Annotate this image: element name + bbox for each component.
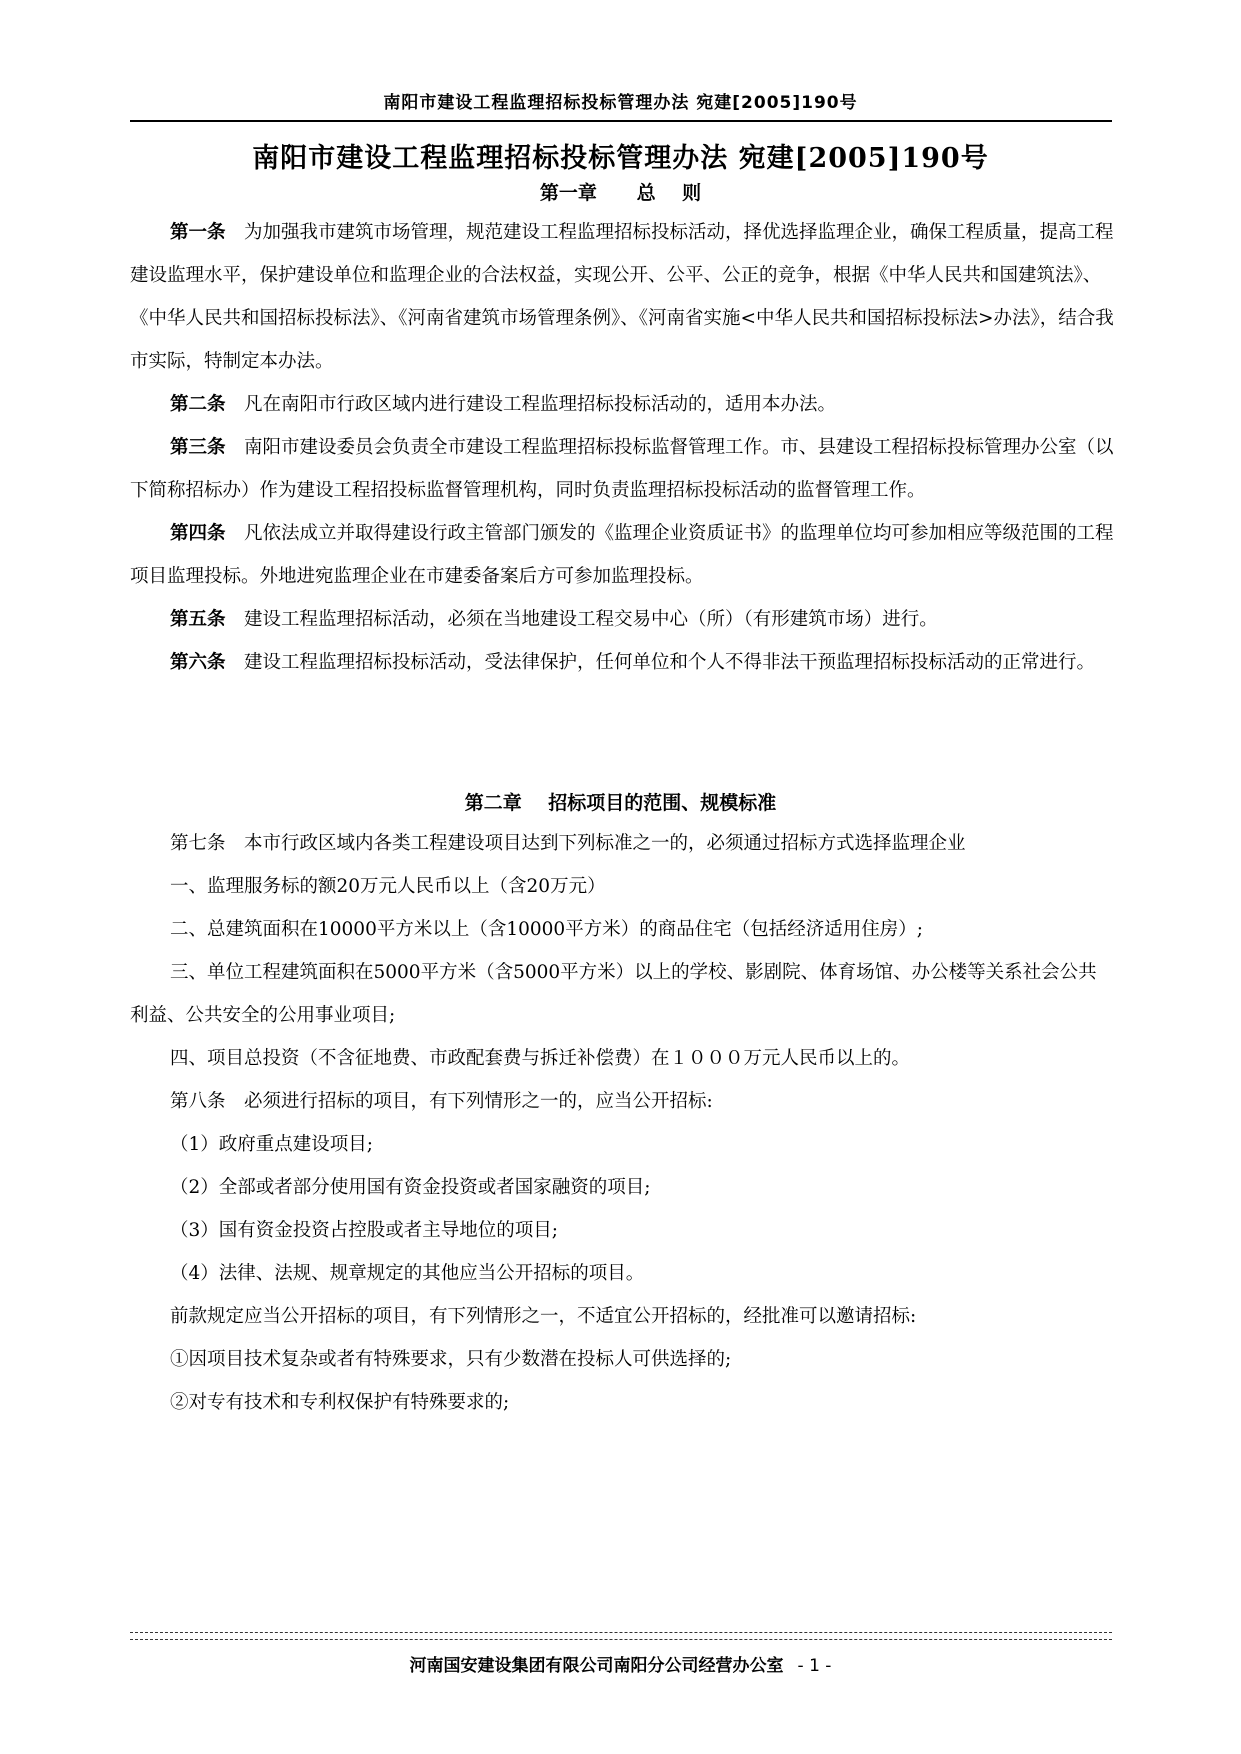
clause-line: （3）国有资金投资占控股或者主导地位的项目; [170, 1220, 559, 1241]
article-text: 建设工程监理招标投标活动，受法律保护，任何单位和个人不得非法干预监理招标投标活动的正常进行。 [225, 652, 1096, 673]
document-title: 南阳市建设工程监理招标投标管理办法 宛建[2005]190号 [252, 143, 989, 174]
clause-line: 第八条 必须进行招标的项目，有下列情形之一的，应当公开招标: [170, 1091, 713, 1112]
article-3 [130, 426, 1115, 512]
footer-rule [130, 1632, 1112, 1640]
clause-line: 三、单位工程建筑面积在5000平方米（含5000平方米）以上的学校、影剧院、体育场馆、办公楼等关系社会公共利益、公共安全的公用事业项目; [130, 962, 1097, 1026]
clause-line: （1）政府重点建设项目; [170, 1134, 374, 1155]
article-text: 为加强我市建筑市场管理，规范建设工程监理招标投标活动，择优选择监理企业，确保工程质量，提高工程建设监理水平，保护建设单位和监理企业的合法权益，实现公开、公平、公正的竞争，根据《中华人民共和国建筑法》、《中华人民共和国招标投标法》、《河南省建筑市场管理条例》、《河南省实施<中华人民共和国招标投标法>办法》，结合我市实际，特制定本办法。 [130, 222, 1114, 372]
article-lead: 第四条 [170, 523, 226, 544]
clause-line: ①因项目技术复杂或者有特殊要求，只有少数潜在投标人可供选择的; [170, 1349, 732, 1370]
running-header [0, 88, 1241, 113]
chapter-2-body [130, 822, 1115, 1424]
article-text: 建设工程监理招标活动，必须在当地建设工程交易中心（所）（有形建筑市场）进行。 [225, 609, 938, 630]
clause-line: （4）法律、法规、规章规定的其他应当公开招标的项目。 [170, 1263, 645, 1284]
page-number: - 1 - [797, 1656, 832, 1676]
article-5 [130, 598, 1115, 641]
article-6 [130, 641, 1115, 684]
page-footer [0, 1651, 1241, 1676]
clause-line: ②对专有技术和专利权保护有特殊要求的; [170, 1392, 510, 1413]
article-lead: 第五条 [170, 609, 226, 630]
article-lead: 第一条 [170, 222, 226, 243]
clause-line: （2）全部或者部分使用国有资金投资或者国家融资的项目; [170, 1177, 651, 1198]
article-lead: 第六条 [170, 652, 226, 673]
chapter-2-heading: 第二章 招标项目的范围、规模标准 [464, 792, 777, 814]
article-lead: 第二条 [170, 394, 226, 415]
footer-organization: 河南国安建设集团有限公司南阳分公司经营办公室 [409, 1656, 784, 1676]
article-4 [130, 512, 1115, 598]
header-rule [130, 120, 1112, 122]
chapter-1-heading: 第一章 总 则 [539, 182, 702, 204]
article-2 [130, 383, 1115, 426]
clause-line: 二、总建筑面积在10000平方米以上（含10000平方米）的商品住宅（包括经济适用住房）; [170, 919, 923, 940]
clause-line: 第七条 本市行政区域内各类工程建设项目达到下列标准之一的，必须通过招标方式选择监理企业 [170, 833, 966, 854]
running-header-text: 南阳市建设工程监理招标投标管理办法 宛建[2005]190号 [383, 93, 858, 113]
article-text: 凡在南阳市行政区域内进行建设工程监理招标投标活动的，适用本办法。 [225, 394, 837, 415]
article-text: 凡依法成立并取得建设行政主管部门颁发的《监理企业资质证书》的监理单位均可参加相应等级范围的工程项目监理投标。外地进宛监理企业在市建委备案后方可参加监理投标。 [130, 523, 1114, 587]
article-1 [130, 211, 1115, 383]
chapter-1-body [130, 211, 1115, 684]
clause-line: 一、监理服务标的额20万元人民币以上（含20万元） [170, 876, 606, 897]
clause-line: 四、项目总投资（不含征地费、市政配套费与拆迁补偿费）在１０００万元人民币以上的。 [170, 1048, 911, 1069]
article-lead: 第三条 [170, 437, 226, 458]
article-text: 南阳市建设委员会负责全市建设工程监理招标投标监督管理工作。市、县建设工程招标投标管理办公室（以下简称招标办）作为建设工程招投标监督管理机构，同时负责监理招标投标活动的监督管理工作。 [130, 437, 1114, 501]
clause-line: 前款规定应当公开招标的项目，有下列情形之一，不适宜公开招标的，经批准可以邀请招标: [170, 1306, 917, 1327]
